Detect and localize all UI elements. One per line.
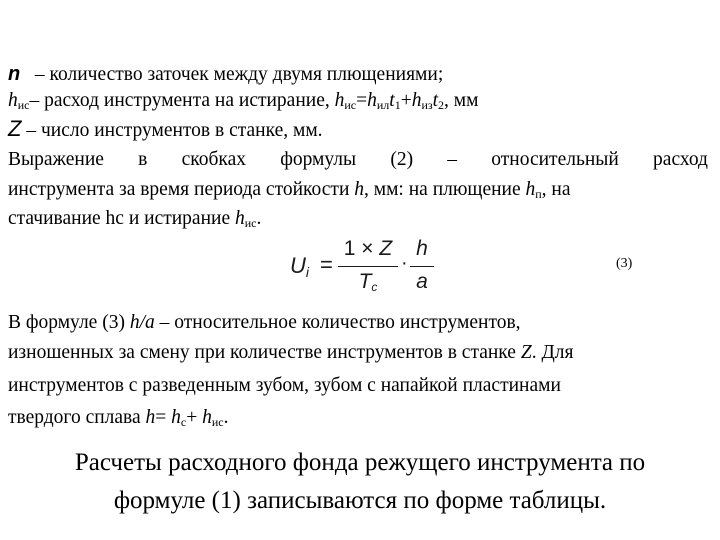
denominator: a	[416, 270, 428, 293]
var-t: t	[389, 90, 395, 111]
definition-n	[8, 62, 708, 87]
text: , на	[541, 179, 571, 200]
sub-i: i	[305, 264, 310, 280]
word: скобках	[181, 149, 246, 170]
var-h: h	[525, 179, 536, 200]
sub-2: 2	[438, 98, 445, 112]
var-h: h	[202, 407, 212, 428]
var-h: h	[354, 179, 364, 200]
text: . Для	[531, 342, 574, 363]
var-h: h	[411, 90, 422, 111]
text: стачивание hс и истирание	[8, 208, 235, 229]
text: , мм: на плющение	[364, 179, 526, 200]
sub-1: 1	[394, 98, 401, 112]
text: В формуле (3)	[8, 312, 130, 333]
paragraph-line	[8, 374, 708, 398]
text: инструментов с разведенным зубом, зубом с напайкой пластинами	[8, 375, 561, 396]
plus: +	[186, 407, 203, 428]
text: .	[223, 407, 229, 428]
var-h: h	[145, 407, 156, 428]
formula-equals: =	[320, 252, 333, 277]
denominator	[338, 267, 398, 297]
sub-c: с	[180, 415, 187, 429]
num-text: 1 ×	[343, 237, 380, 260]
paragraph-line	[8, 341, 708, 365]
sub-iz: из	[421, 98, 433, 112]
var-h: h	[234, 208, 245, 229]
text: изношенных за смену при количестве инструментов в станке	[8, 342, 521, 363]
plus: +	[400, 90, 412, 111]
var-h: h	[334, 90, 345, 111]
var-h: h	[171, 407, 181, 428]
word: в	[138, 149, 148, 170]
text: твердого сплава	[8, 407, 146, 428]
var-z: Z	[379, 237, 393, 260]
var-u: U	[290, 253, 306, 278]
footer-line-2: формуле (1) записываются по форме таблицы.	[113, 487, 607, 514]
var-t: T	[358, 270, 372, 293]
var-t: t	[432, 90, 439, 111]
word: (2)	[390, 149, 414, 170]
word: расход	[653, 149, 708, 170]
word: формулы	[280, 149, 357, 170]
var-z: Z	[8, 116, 22, 141]
text: инструмента за время периода стойкости	[8, 179, 355, 200]
numerator	[338, 234, 398, 264]
var-n: n	[8, 63, 21, 85]
var-ha: h/a	[129, 312, 155, 333]
paragraph-line	[8, 178, 708, 202]
definition-his	[8, 89, 708, 113]
formula-lhs	[290, 253, 309, 279]
word: Выражение	[8, 149, 104, 170]
sub-is: ис	[17, 98, 30, 112]
sub-p: п	[535, 187, 542, 201]
sub-is: ис	[344, 98, 357, 112]
definition-z	[8, 117, 708, 143]
equals: =	[155, 407, 172, 428]
paragraph-line	[8, 311, 708, 335]
definition-n-text: – количество заточек между двумя плющениями;	[30, 64, 444, 85]
var-h: h	[367, 90, 377, 111]
paragraph-line	[8, 207, 708, 231]
unit: , мм	[444, 90, 479, 111]
definition-his-text: – расход инструмента на истирание,	[29, 90, 335, 111]
sub-c: c	[371, 280, 378, 294]
definition-z-text: – число инструментов в станке, мм.	[21, 120, 323, 141]
multiply-dot: ·	[401, 252, 408, 274]
equals: =	[356, 90, 368, 111]
footer-line-1: Расчеты расходного фонда режущего инструмента по	[74, 449, 646, 476]
sub-il: ил	[376, 98, 390, 112]
var-z: Z	[520, 342, 532, 363]
sub-is: ис	[244, 216, 257, 230]
var-h: h	[8, 90, 18, 111]
text: – относительное количество инструментов,	[154, 312, 521, 333]
numerator: h	[416, 237, 428, 260]
fraction-2	[410, 234, 434, 297]
word: относительный	[491, 149, 619, 170]
fraction-1	[338, 234, 398, 297]
equation-number: (3)	[616, 256, 633, 271]
paragraph-line	[8, 406, 708, 430]
paragraph-line	[8, 148, 708, 172]
formula-3	[290, 234, 450, 298]
text: .	[256, 208, 262, 229]
word: –	[447, 149, 458, 170]
sub-is: ис	[211, 415, 224, 429]
